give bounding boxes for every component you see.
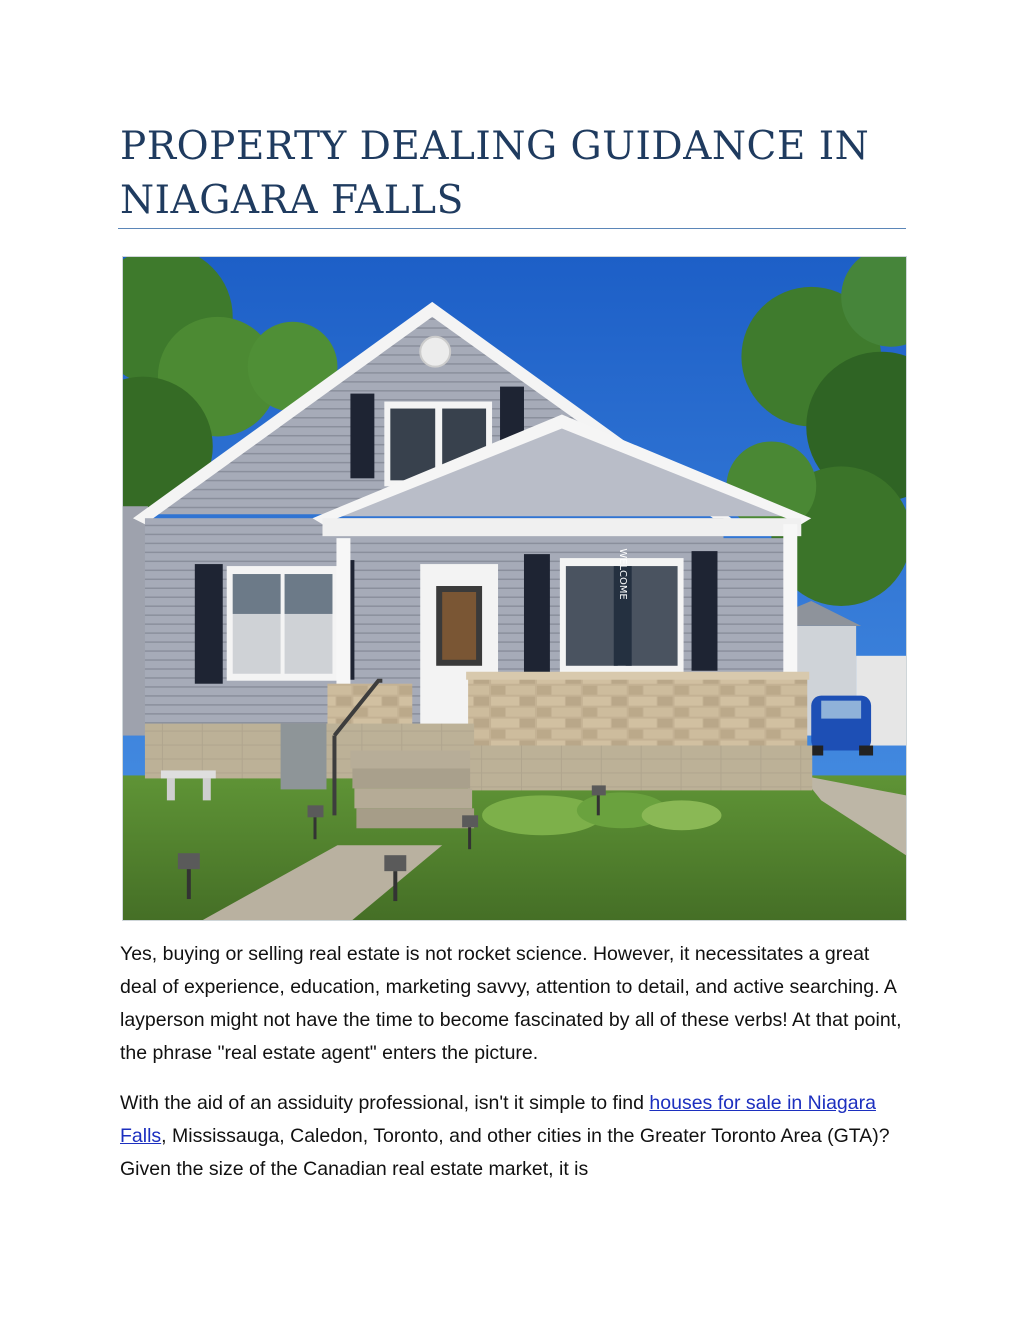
welcome-sign-text: WELCOME (617, 548, 629, 600)
bench (161, 770, 216, 778)
stone-porch-wall (468, 676, 807, 751)
paragraph-text-before-link: With the aid of an assiduity professional, isn't it simple to find (120, 1092, 650, 1114)
ac-unit (281, 724, 327, 790)
steps (350, 751, 470, 769)
second-paragraph (120, 1087, 910, 1186)
lawn (123, 775, 906, 920)
neighbor-house-left (123, 506, 148, 735)
houses-for-sale-link[interactable]: houses for sale in Niagara Falls (120, 1092, 876, 1147)
attic-vent (420, 337, 450, 367)
house-photo (122, 256, 907, 921)
blue-car (809, 696, 873, 756)
page-title: PROPERTY DEALING GUIDANCE IN NIAGARA FALLS (120, 124, 870, 223)
house-illustration (123, 257, 906, 920)
title-divider (118, 228, 906, 229)
intro-paragraph: Yes, buying or selling real estate is not rocket science. However, it necessitates a great deal of experience, education, marketing savvy, attention to detail, and active searching. A layperson might not have the time to become fascinated by all of these verbs! At that point, the phrase "real estate agent" enters the picture. (120, 943, 902, 1064)
paragraph-text-after-link: , Mississauga, Caledon, Toronto, and other cities in the Greater Toronto Area (GTA)? Given the size of the Canadian real estate market, it is (120, 1125, 890, 1180)
